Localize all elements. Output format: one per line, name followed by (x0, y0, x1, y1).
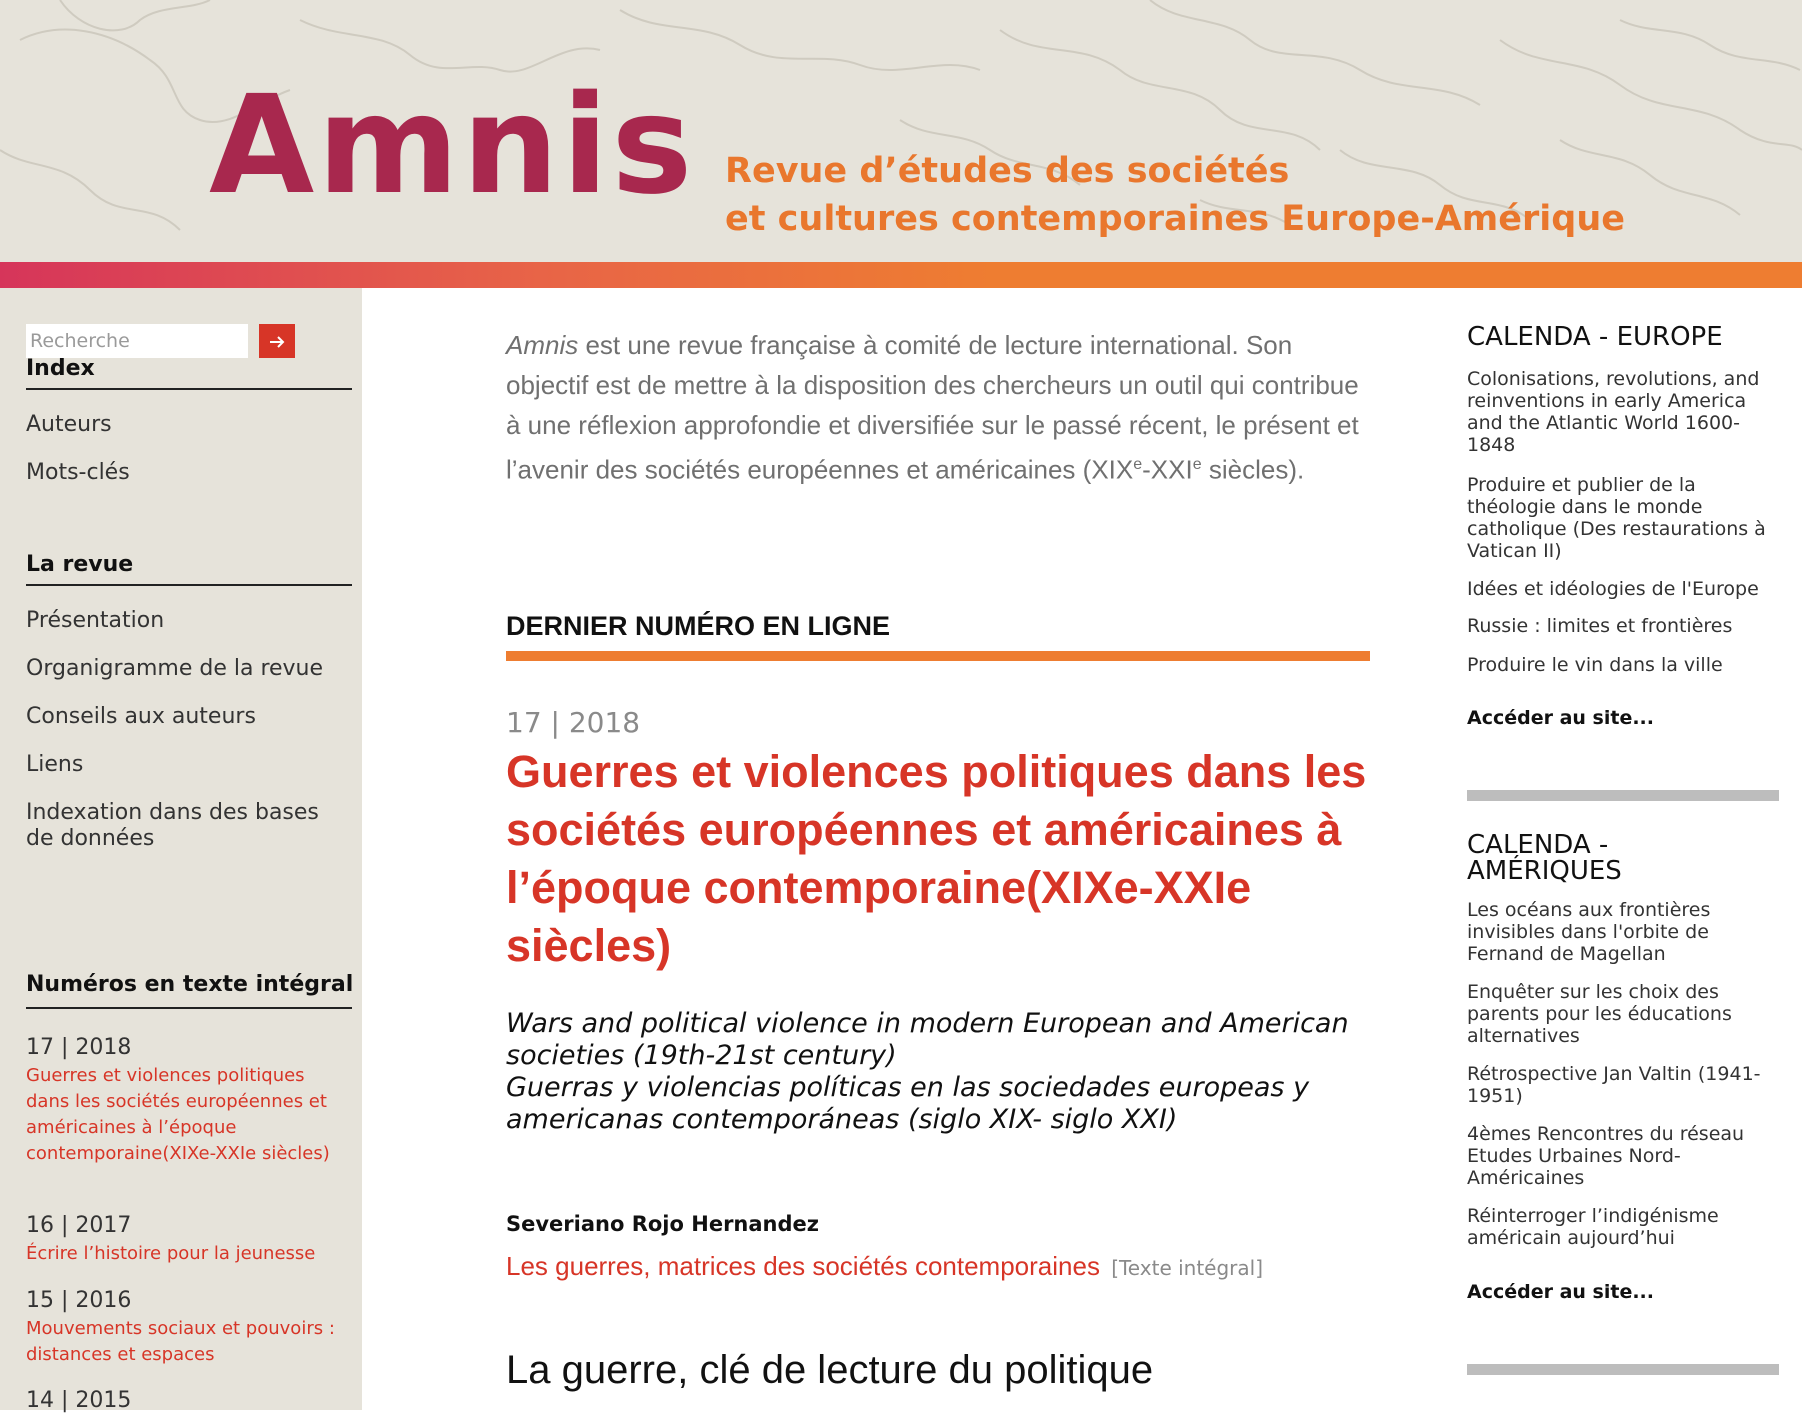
section-subheading: La guerre, clé de lecture du politique (506, 1348, 1154, 1392)
index-heading: Index (26, 356, 95, 381)
issue-number-15: 15 | 2016 (26, 1288, 132, 1313)
calenda-ameriques-item-1[interactable]: Les océans aux frontières invisibles dans l'orbite de Fernand de Magellan (1467, 899, 1711, 965)
latest-issue-heading: DERNIER NUMÉRO EN LIGNE (506, 611, 891, 641)
header-banner (0, 0, 1802, 262)
alt-title-spanish: Guerras y violencias políticas en las sociedades europeas y americanas contemporáneas (siglo XIX- siglo XXI) (506, 1072, 1310, 1135)
la-revue-divider (26, 584, 352, 586)
full-text-link[interactable]: [Texte intégral] (1111, 1256, 1264, 1280)
sidebar-link-organigramme[interactable]: Organigramme de la revue (26, 656, 324, 681)
intro-sup-1: e (1133, 456, 1143, 473)
la-revue-heading: La revue (26, 552, 134, 577)
calenda-ameriques-access-link[interactable]: Accéder au site... (1467, 1281, 1654, 1303)
alt-title-english: Wars and political violence in modern European and American societies (19th-21st century) (506, 1008, 1349, 1071)
latest-issue-title[interactable]: Guerres et violences politiques dans les sociétés européennes et américaines à l’époque contemporaine(XIXe-XXIe siècles) (506, 746, 1367, 971)
search-submit-button[interactable] (259, 324, 295, 358)
sidebar-link-liens[interactable]: Liens (26, 752, 84, 777)
latest-issue-number: 17 | 2018 (506, 706, 641, 739)
calenda-europe-item-4[interactable]: Russie : limites et frontières (1467, 615, 1733, 637)
journal-intro (506, 325, 1370, 490)
issue-number-17: 17 | 2018 (26, 1035, 132, 1060)
calenda-europe-item-5[interactable]: Produire le vin dans la ville (1467, 654, 1723, 676)
sidebar-link-indexation[interactable]: Indexation dans des bases de données (26, 800, 319, 851)
calenda-europe-divider (1467, 790, 1779, 801)
calenda-europe-item-1[interactable]: Colonisations, revolutions, and reinventions in early America and the Atlantic World 1600-1848 (1467, 368, 1760, 456)
header-accent-bar (0, 262, 1802, 288)
site-tagline (725, 147, 1625, 243)
latest-issue-alt-titles (506, 1008, 1370, 1136)
issue-number-16: 16 | 2017 (26, 1213, 132, 1238)
arrow-right-icon (269, 335, 285, 349)
calenda-europe-item-2[interactable]: Produire et publier de la théologie dans le monde catholique (Des restaurations à Vatican II) (1467, 474, 1766, 562)
calenda-ameriques-heading: CALENDA - AMÉRIQUES (1467, 830, 1622, 886)
numeros-divider (26, 1007, 352, 1009)
intro-journal-name: Amnis (506, 330, 579, 360)
tagline-line-2: et cultures contemporaines Europe-Amérique (725, 199, 1625, 239)
calenda-europe-item-3[interactable]: Idées et idéologies de l'Europe (1467, 578, 1759, 600)
intro-sup-2: e (1192, 456, 1202, 473)
calenda-ameriques-item-5[interactable]: Réinterroger l’indigénisme américain aujourd’hui (1467, 1205, 1719, 1249)
site-logo[interactable]: Amnis (209, 67, 696, 225)
left-sidebar (0, 288, 362, 1413)
calenda-ameriques-item-4[interactable]: 4èmes Rencontres du réseau Etudes Urbaines Nord-Américaines (1467, 1123, 1745, 1189)
calenda-europe-heading: CALENDA - EUROPE (1467, 322, 1723, 352)
index-divider (26, 388, 352, 390)
intro-text-1: est une revue française à comité de lecture international. Son objectif est de mettre à la disposition des chercheurs un outil qui contribue à une réflexion approfondie et diversifiée sur le passé récent, le présent et l’avenir des sociétés européennes et américaines (XIX (506, 330, 1359, 485)
issue-link-16[interactable]: Écrire l’histoire pour la jeunesse (26, 1243, 316, 1264)
article-title-link[interactable]: Les guerres, matrices des sociétés contemporaines (506, 1251, 1100, 1281)
calenda-europe-access-link[interactable]: Accéder au site... (1467, 707, 1654, 729)
article-author[interactable]: Severiano Rojo Hernandez (506, 1212, 819, 1236)
sidebar-link-mots-cles[interactable]: Mots-clés (26, 460, 130, 485)
article-entry (506, 1251, 1263, 1282)
sidebar-link-conseils[interactable]: Conseils aux auteurs (26, 704, 256, 729)
latest-issue-divider (506, 651, 1370, 661)
numeros-heading: Numéros en texte intégral (26, 972, 354, 997)
calenda-ameriques-item-2[interactable]: Enquêter sur les choix des parents pour les éducations alternatives (1467, 981, 1732, 1047)
sidebar-link-auteurs[interactable]: Auteurs (26, 412, 112, 437)
issue-link-17[interactable]: Guerres et violences politiques dans les sociétés européennes et américaines à l’époque contemporaine(XIXe-XXIe siècles) (26, 1065, 330, 1164)
calenda-ameriques-item-3[interactable]: Rétrospective Jan Valtin (1941-1951) (1467, 1063, 1761, 1107)
tagline-line-1: Revue d’études des sociétés (725, 151, 1290, 191)
intro-text-2: -XXI (1142, 454, 1193, 485)
sidebar-link-presentation[interactable]: Présentation (26, 608, 165, 633)
issue-number-14: 14 | 2015 (26, 1388, 132, 1413)
calenda-ameriques-divider (1467, 1364, 1779, 1375)
issue-link-15[interactable]: Mouvements sociaux et pouvoirs : distances et espaces (26, 1318, 335, 1365)
search-input[interactable] (26, 324, 248, 358)
intro-text-3: siècles). (1201, 454, 1305, 485)
